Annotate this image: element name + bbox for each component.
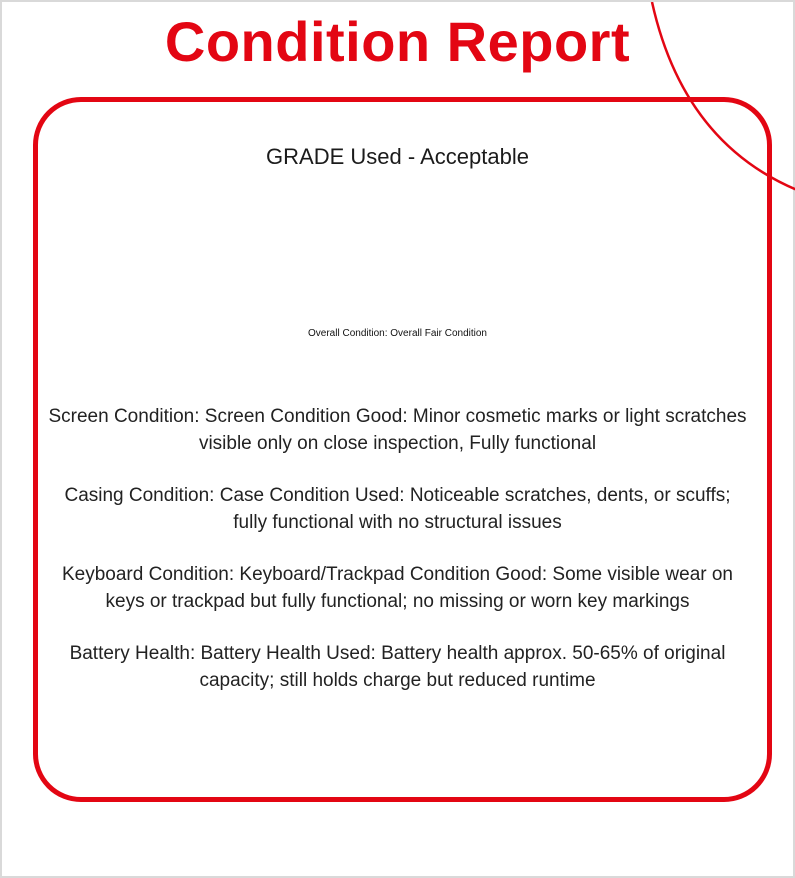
page-title: Condition Report — [164, 10, 631, 73]
condition-paragraph-screen: Screen Condition: Screen Condition Good: Minor cosmetic marks or light scratches visible only on close inspection, Fully functional — [48, 406, 747, 454]
overall-condition-text: Overall Condition: Overall Fair Condition — [308, 328, 487, 339]
grade-heading: GRADE Used - Acceptable — [266, 144, 529, 169]
condition-paragraph-casing: Casing Condition: Case Condition Used: Noticeable scratches, dents, or scuffs; fully functional with no structural issues — [64, 485, 731, 533]
condition-paragraph-keyboard: Keyboard Condition: Keyboard/Trackpad Condition Good: Some visible wear on keys or trackpad but fully functional; no missing or worn key markings — [61, 564, 733, 612]
condition-paragraph-battery: Battery Health: Battery Health Used: Battery health approx. 50-65% of original capacity; still holds charge but reduced runtime — [69, 643, 726, 691]
condition-list — [48, 403, 748, 719]
